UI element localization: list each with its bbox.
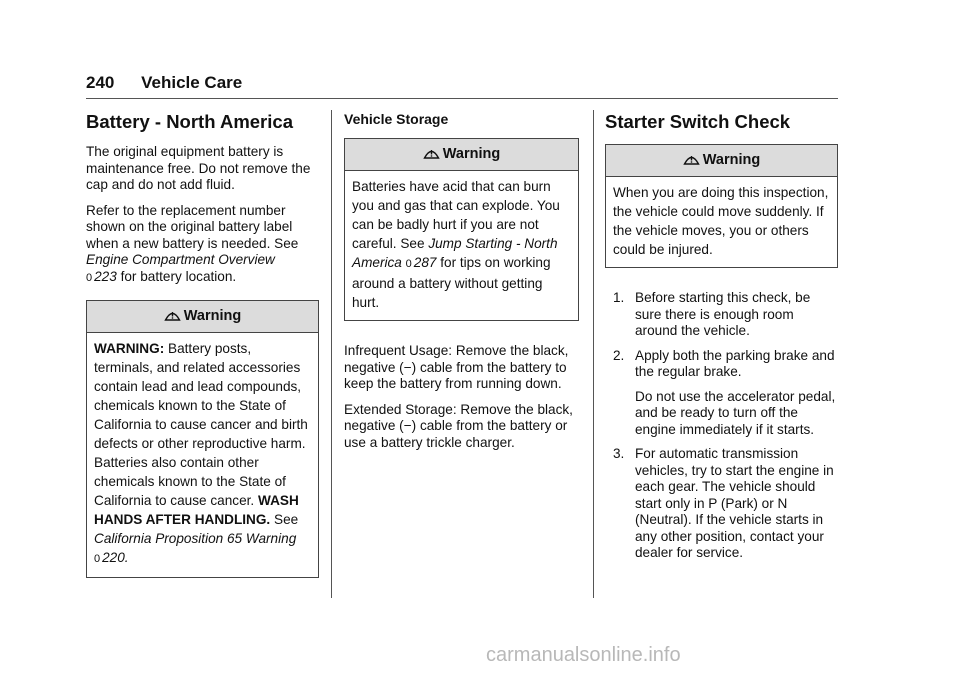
step-number: 1. [613, 290, 625, 305]
warning-body [345, 171, 578, 320]
heading-vehicle-storage: Vehicle Storage [344, 111, 449, 127]
xref-icon: 0 [94, 553, 101, 565]
header-rule [86, 98, 838, 99]
warning-text: Battery posts, terminals, and related accessories contain lead and lead compounds, chemicals known to the State of California to cause cancer and birth defects or other reproductive harm. Batteries also contain other chemicals known to the State of California to cause cancer. [94, 341, 308, 508]
step-number: 2. [613, 347, 625, 363]
heading-starter-switch: Starter Switch Check [605, 111, 791, 132]
warning-text-tail: for tips on working around a battery without getting hurt. [352, 255, 551, 310]
step-text: Apply both the parking brake and the regular brake. [635, 347, 835, 379]
warning-box-battery [86, 300, 319, 578]
warning-box-storage [344, 138, 579, 321]
list-item [605, 348, 838, 439]
column-starter [605, 110, 838, 570]
warning-label: Warning [442, 146, 501, 162]
location-text: for battery location. [120, 268, 237, 284]
paragraph-maintenance: The original equipment battery is maintenance free. Do not remove the cap and do not add fluid. [86, 144, 311, 192]
step-number: 3. [613, 446, 625, 461]
paragraph-replacement [86, 203, 319, 287]
wash-hands-text: WASH HANDS AFTER HANDLING. [94, 493, 299, 527]
warning-header [606, 145, 837, 177]
step-text: Before starting this check, be sure there is enough room around the vehicle. [635, 290, 811, 338]
link-engine-compartment[interactable]: Engine Compartment Overview [86, 252, 275, 267]
warning-box-starter [605, 144, 838, 268]
warning-header [87, 301, 318, 333]
warning-triangle-icon [683, 150, 700, 167]
column-battery [86, 110, 319, 588]
replacement-text: Refer to the replacement number shown on the original battery label when a new battery is needed. See [86, 202, 299, 251]
warning-label: Warning [702, 152, 761, 168]
column-storage [344, 110, 579, 460]
page-number: 240 [86, 73, 115, 92]
list-item [605, 290, 838, 340]
warning-text: Batteries have acid that can burn you and gas that can explode. You can be badly hurt if you are not careful. See [352, 179, 560, 251]
column-divider-1 [331, 110, 332, 598]
heading-battery: Battery - North America [86, 111, 293, 132]
paragraph-infrequent-usage: Infrequent Usage: Remove the black, negative (−) cable from the battery to keep the battery from running down. [344, 343, 569, 391]
link-jump-starting[interactable]: Jump Starting - North America [352, 236, 558, 270]
warning-header [345, 139, 578, 171]
page-ref-223[interactable]: 223 [94, 268, 117, 284]
step-note: Do not use the accelerator pedal, and be ready to turn off the engine immediately if it starts. [635, 388, 836, 437]
see-text: See [274, 512, 299, 527]
page-ref-220[interactable]: 220. [102, 550, 129, 565]
step-text: For automatic transmission vehicles, try to start the engine in each gear. The vehicle should start only in P (Park) or N (Neutral). If the vehicle starts in any other position, contact your dealer for service. [635, 446, 834, 560]
warning-body: When you are doing this inspection, the vehicle could move suddenly. If the vehicle moves, you or others could be injured. [613, 185, 829, 257]
page-ref-287[interactable]: 287 [413, 255, 437, 270]
watermark: carmanualsonline.info [486, 644, 681, 666]
warning-triangle-icon [423, 144, 440, 161]
xref-icon: 0 [86, 271, 93, 284]
link-prop65[interactable]: California Proposition 65 Warning [94, 531, 297, 546]
warning-label: Warning [183, 308, 242, 324]
warning-body [87, 333, 318, 577]
list-item [605, 446, 838, 562]
warning-triangle-icon [164, 306, 181, 323]
xref-icon: 0 [405, 258, 412, 270]
paragraph-extended-storage: Extended Storage: Remove the black, negative (−) cable from the battery or use a battery trickle charger. [344, 401, 573, 450]
column-divider-2 [593, 110, 594, 598]
starter-check-steps [605, 290, 838, 562]
warning-lead: WARNING: [94, 341, 165, 356]
page-header [86, 73, 242, 93]
section-title: Vehicle Care [141, 73, 243, 92]
